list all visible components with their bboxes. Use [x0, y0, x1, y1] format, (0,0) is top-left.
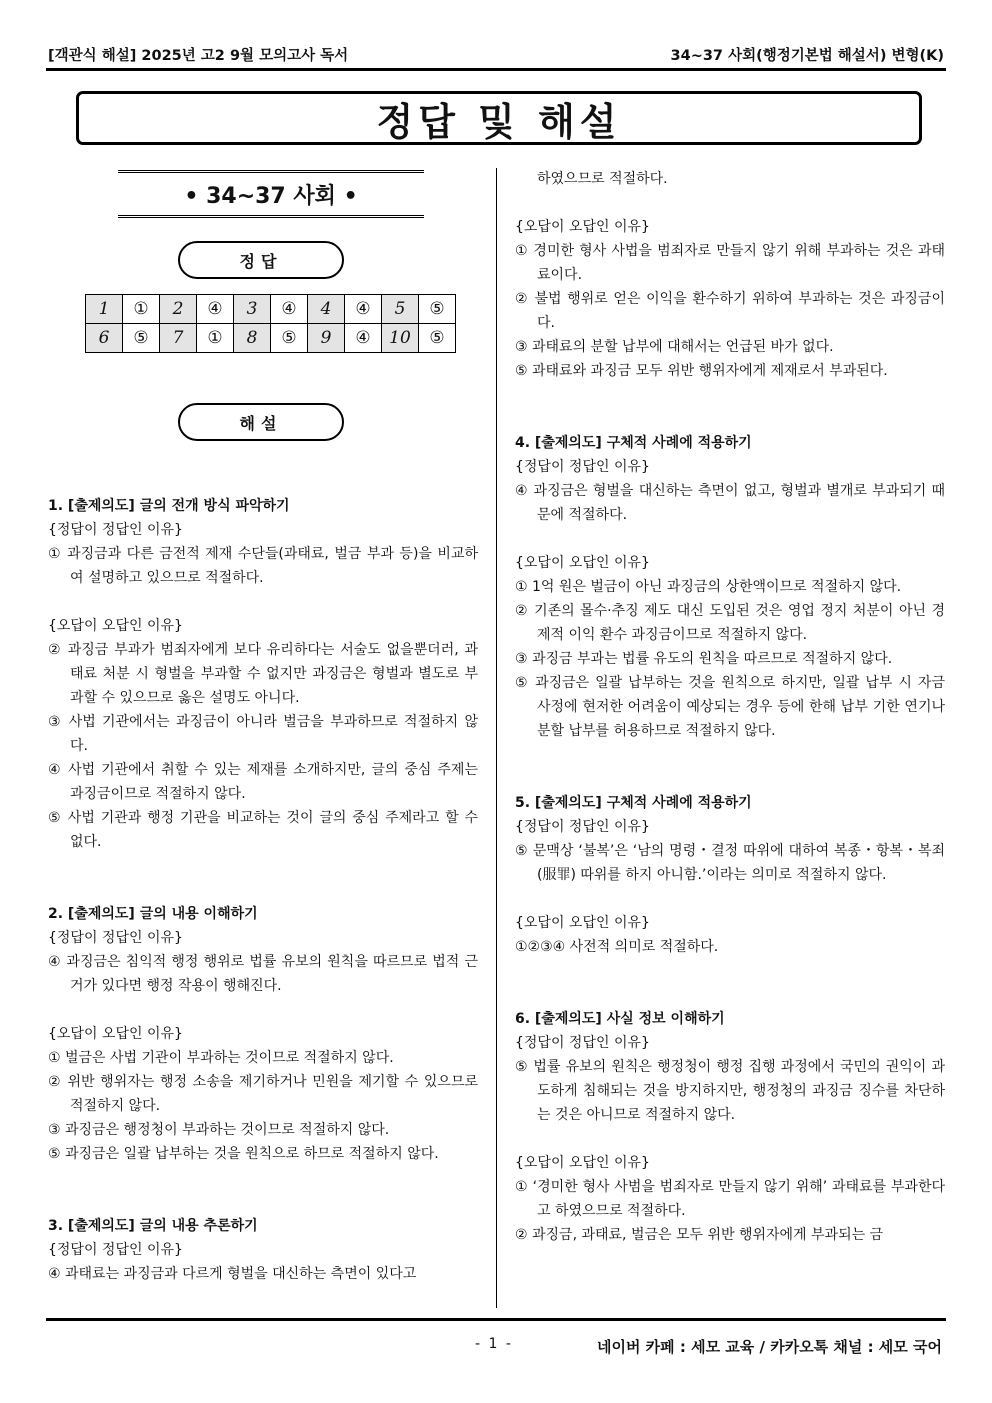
title-box — [76, 91, 922, 145]
answer-value: ⑤ — [419, 295, 456, 324]
explanation-item: ③ 과태료의 분할 납부에 대해서는 언급된 바가 없다. — [515, 339, 834, 355]
reason-label: {오답이 오답인 이유} — [48, 1026, 183, 1042]
explanation-item: ⑤ 법률 유보의 원칙은 행정청이 행정 집행 과정에서 국민의 권익이 과도하게 침해되는 것을 방지하지만, 행정청의 과징금 징수를 차단하는 것은 아니므로 적절하지 않다. — [515, 1059, 945, 1123]
reason-label: {오답이 오답인 이유} — [515, 1155, 650, 1171]
spacer — [515, 383, 945, 431]
explanation-item: ①②③④ 사전적 의미로 적절하다. — [515, 939, 719, 955]
explanation-item: ② 기존의 몰수·추징 제도 대신 도입된 것은 영업 정지 처분이 아닌 경제적 이익 환수 과징금이므로 적절하지 않다. — [515, 603, 945, 643]
explanation-item: ③ 과징금은 행정청이 부과하는 것이므로 적절하지 않다. — [48, 1122, 390, 1138]
left-column — [48, 494, 478, 1286]
explanation-item: ② 위반 행위자는 행정 소송을 제기하거나 민원을 제기할 수 있으므로 적절하지 않다. — [48, 1074, 478, 1114]
explanation-item: ⑤ 사법 기관과 행정 기관을 비교하는 것이 글의 중심 주제라고 할 수 없다. — [48, 810, 478, 850]
spacer — [515, 527, 945, 551]
question-number: 10 — [382, 324, 419, 353]
section-heading: • 34~37 사회 • — [118, 170, 424, 218]
question-heading: 4. [출제의도] 구체적 사례에 적용하기 — [515, 435, 752, 451]
spacer — [515, 959, 945, 1007]
reason-label: {정답이 정답인 이유} — [48, 1242, 183, 1258]
answer-value: ⑤ — [271, 324, 308, 353]
page-number: - 1 - — [475, 1336, 513, 1352]
question-number: 9 — [308, 324, 345, 353]
reason-label: {정답이 정답인 이유} — [515, 819, 650, 835]
bottom-rule — [46, 1318, 946, 1321]
reason-label: {정답이 정답인 이유} — [515, 459, 650, 475]
explanation-item: ③ 과징금 부과는 법률 유도의 원칙을 따르므로 적절하지 않다. — [515, 651, 893, 667]
header-left: [객관식 해설] 2025년 고2 9월 모의고사 독서 — [48, 48, 349, 64]
answer-value: ① — [197, 324, 234, 353]
spacer — [515, 887, 945, 911]
explanation-item: ④ 사법 기관에서 취할 수 있는 제재를 소개하지만, 글의 중심 주제는 과징금이므로 적절하지 않다. — [48, 762, 478, 802]
spacer — [515, 1127, 945, 1151]
spacer — [515, 191, 945, 215]
explanation-item: ② 과징금 부과가 범죄자에게 보다 유리하다는 서술도 없을뿐더러, 과태료 처분 시 형벌을 부과할 수 없지만 과징금은 형벌과 별도로 부과할 수 있으므로 옳은 설명도 아니다. — [48, 642, 478, 706]
question-heading: 3. [출제의도] 글의 내용 추론하기 — [48, 1218, 258, 1234]
explanation-item: ④ 과태료는 과징금과 다르게 형벌을 대신하는 측면이 있다고 — [48, 1266, 417, 1282]
explanation-item: ② 불법 행위로 얻은 이익을 환수하기 위하여 부과하는 것은 과징금이다. — [515, 291, 945, 331]
explanation-item: ⑤ 과징금은 일괄 납부하는 것을 원칙으로 하므로 적절하지 않다. — [48, 1146, 439, 1162]
answer-pill: 정답 — [178, 241, 344, 279]
explanation-item: ⑤ 문맥상 ‘불복’은 ‘남의 명령・결정 따위에 대하여 복종・항복・복죄(服罪) 따위를 하지 아니함.’이라는 의미로 적절하지 않다. — [515, 843, 945, 883]
question-number: 1 — [86, 295, 123, 324]
spacer — [48, 854, 478, 902]
answer-value: ⑤ — [419, 324, 456, 353]
question-number: 3 — [234, 295, 271, 324]
answer-value: ① — [123, 295, 160, 324]
answer-row — [86, 295, 456, 324]
question-number: 2 — [160, 295, 197, 324]
explanation-item: ④ 과징금은 형벌을 대신하는 측면이 없고, 형벌과 별개로 부과되기 때문에 적절하다. — [515, 483, 945, 523]
explanation-item: ① 경미한 형사 사법을 범죄자로 만들지 않기 위해 부과하는 것은 과태료이다. — [515, 243, 945, 283]
question-number: 5 — [382, 295, 419, 324]
page-title: 정답 및 해설 — [376, 99, 622, 144]
question-number: 6 — [86, 324, 123, 353]
spacer — [48, 590, 478, 614]
reason-label: {정답이 정답인 이유} — [48, 930, 183, 946]
column-divider — [496, 168, 497, 1308]
spacer — [48, 1166, 478, 1214]
reason-label: {정답이 정답인 이유} — [48, 522, 183, 538]
answer-value: ④ — [345, 324, 382, 353]
explanation-item: ① ‘경미한 형사 사범을 범죄자로 만들지 않기 위해’ 과태료를 부과한다고 하였으므로 적절하다. — [515, 1179, 945, 1219]
reason-label: {오답이 오답인 이유} — [48, 618, 183, 634]
answer-value: ④ — [271, 295, 308, 324]
reason-label: {오답이 오답인 이유} — [515, 555, 650, 571]
spacer — [515, 743, 945, 791]
question-heading: 1. [출제의도] 글의 전개 방식 파악하기 — [48, 498, 290, 514]
reason-label: {오답이 오답인 이유} — [515, 219, 650, 235]
answer-table — [85, 294, 456, 353]
explanation-item: ② 과징금, 과태료, 벌금은 모두 위반 행위자에게 부과되는 금 — [515, 1227, 884, 1243]
question-heading: 6. [출제의도] 사실 정보 이해하기 — [515, 1011, 725, 1027]
answer-value: ④ — [345, 295, 382, 324]
explanation-item: ① 1억 원은 벌금이 아닌 과징금의 상한액이므로 적절하지 않다. — [515, 579, 902, 595]
top-rule — [46, 68, 946, 71]
answer-row — [86, 324, 456, 353]
reason-label: {오답이 오답인 이유} — [515, 915, 650, 931]
footer-text: 네이버 카페 : 세모 교육 / 카카오톡 채널 : 세모 국어 — [596, 1338, 942, 1356]
question-number: 7 — [160, 324, 197, 353]
explanation-item: ③ 사법 기관에서는 과징금이 아니라 벌금을 부과하므로 적절하지 않다. — [48, 714, 478, 754]
explanation-item: ⑤ 과징금은 일괄 납부하는 것을 원칙으로 하지만, 일괄 납부 시 자금 사정에 현저한 어려움이 예상되는 경우 등에 한해 납부 기한 연기나 분할 납부를 허용하므로 적절하지 않다. — [515, 675, 945, 739]
question-number: 4 — [308, 295, 345, 324]
question-heading: 5. [출제의도] 구체적 사례에 적용하기 — [515, 795, 752, 811]
explanation-item: 하였으므로 적절하다. — [537, 171, 668, 187]
explanation-item: ① 과징금과 다른 금전적 제재 수단들(과태료, 벌금 부과 등)을 비교하여 설명하고 있으므로 적절하다. — [48, 546, 478, 586]
header-right: 34~37 사회(행정기본법 해설서) 변형(K) — [670, 48, 944, 64]
answer-value: ⑤ — [123, 324, 160, 353]
question-number: 8 — [234, 324, 271, 353]
explanation-item: ④ 과징금은 침익적 행정 행위로 법률 유보의 원칙을 따르므로 법적 근거가 있다면 행정 작용이 행해진다. — [48, 954, 478, 994]
spacer — [48, 998, 478, 1022]
right-column — [515, 167, 945, 1247]
explanation-item: ⑤ 과태료와 과징금 모두 위반 행위자에게 제재로서 부과된다. — [515, 363, 888, 379]
explanation-item: ① 벌금은 사법 기관이 부과하는 것이므로 적절하지 않다. — [48, 1050, 394, 1066]
question-heading: 2. [출제의도] 글의 내용 이해하기 — [48, 906, 258, 922]
explanation-pill: 해설 — [178, 403, 344, 441]
reason-label: {정답이 정답인 이유} — [515, 1035, 650, 1051]
answer-value: ④ — [197, 295, 234, 324]
